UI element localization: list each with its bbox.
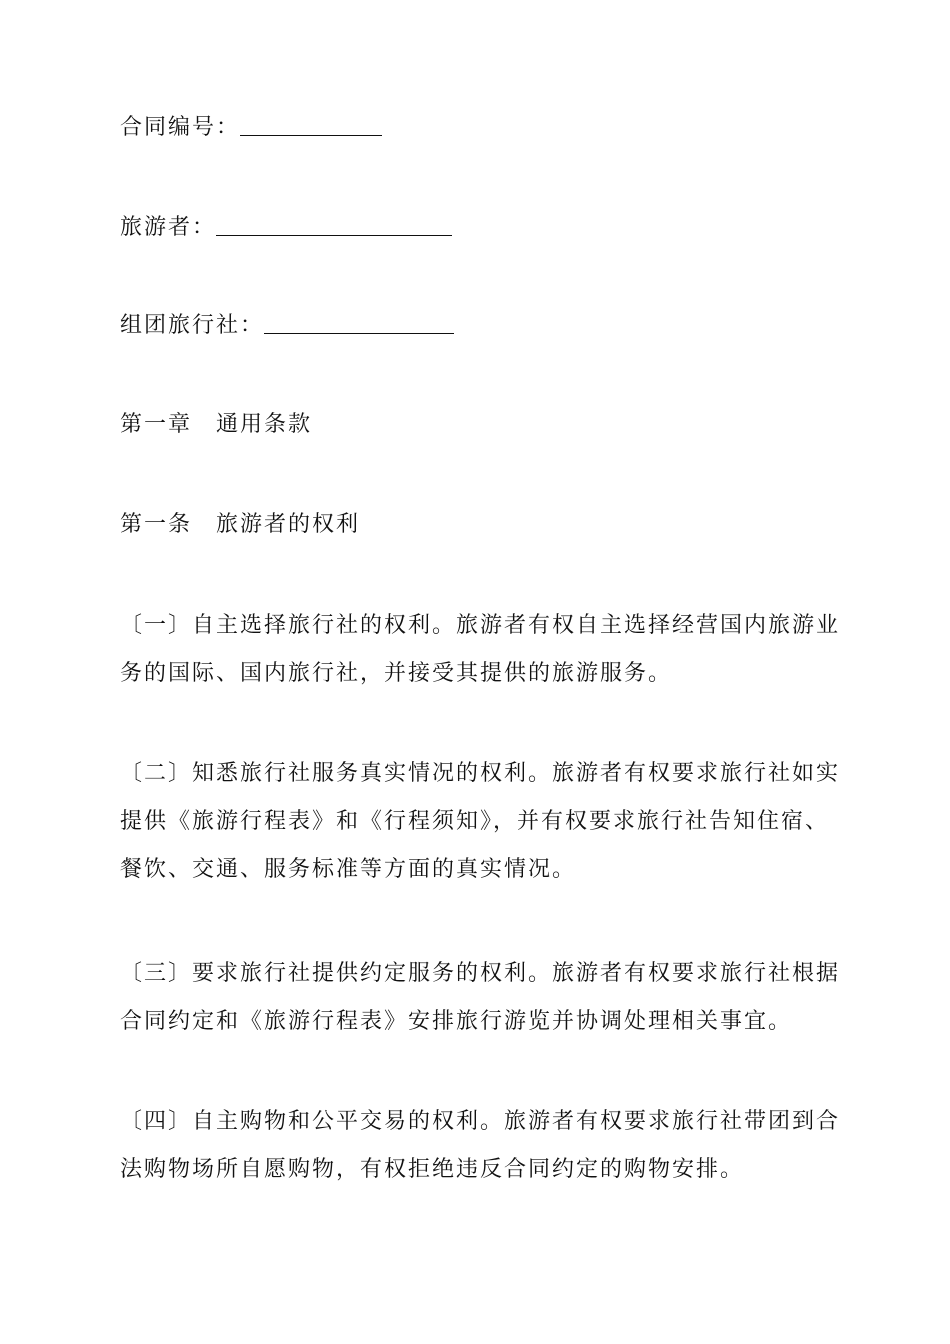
traveler-blank[interactable] (216, 215, 452, 236)
paragraph-4: 〔四〕自主购物和公平交易的权利。旅游者有权要求旅行社带团到合法购物场所自愿购物，有权拒绝违反合同约定的购物安排。 (120, 1109, 841, 1182)
traveler-row (120, 214, 840, 242)
contract-number-label: 合同编号： (120, 115, 241, 140)
article-number: 第一条 (120, 512, 193, 537)
agency-label: 组团旅行社： (120, 313, 265, 338)
chapter-title: 通用条款 (216, 412, 313, 437)
contract-number-row (120, 114, 840, 142)
paragraph-2: 〔二〕知悉旅行社服务真实情况的权利。旅游者有权要求旅行社如实提供《旅游行程表》和《行程须知》，并有权要求旅行社告知住宿、餐饮、交通、服务标准等方面的真实情况。 (120, 761, 841, 882)
article-heading (120, 511, 840, 539)
paragraph-3: 〔三〕要求旅行社提供约定服务的权利。旅游者有权要求旅行社根据合同约定和《旅游行程表》安排旅行游览并协调处理相关事宜。 (120, 961, 841, 1034)
agency-blank[interactable] (264, 313, 454, 334)
article-title: 旅游者的权利 (216, 512, 361, 537)
agency-row (120, 312, 840, 340)
contract-number-blank[interactable] (240, 115, 382, 136)
chapter-number: 第一章 (120, 412, 193, 437)
paragraph-1: 〔一〕自主选择旅行社的权利。旅游者有权自主选择经营国内旅游业务的国际、国内旅行社，并接受其提供的旅游服务。 (120, 613, 841, 686)
chapter-heading (120, 411, 840, 439)
traveler-label: 旅游者： (120, 215, 217, 240)
